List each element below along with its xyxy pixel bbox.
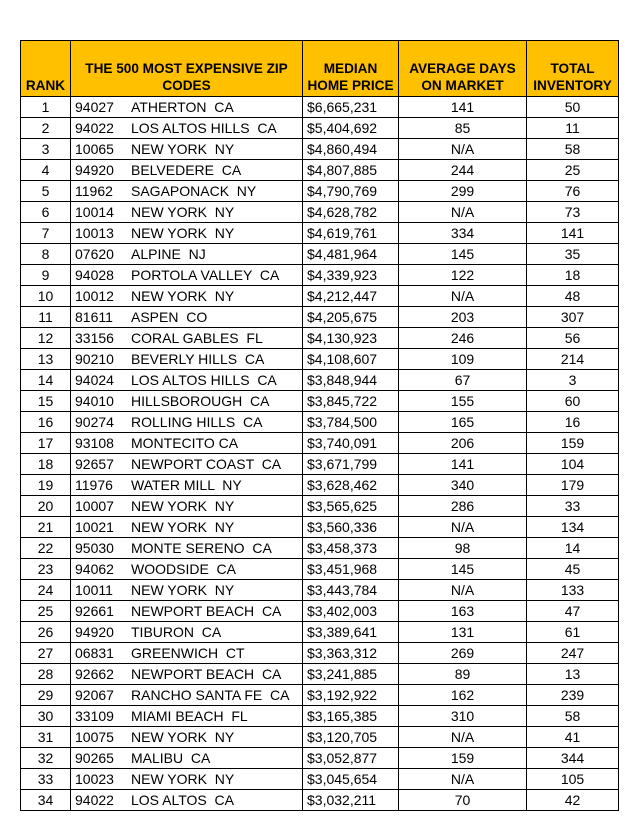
zip-code-cell: [71, 244, 303, 265]
place-name: MONTECITO CA: [131, 435, 239, 451]
zip-number: 92662: [75, 666, 114, 682]
rank-cell: 10: [21, 286, 71, 307]
days-on-market-cell: 299: [399, 181, 527, 202]
header-zip-codes: THE 500 MOST EXPENSIVE ZIP CODES: [71, 41, 303, 97]
place-name: ATHERTON CA: [131, 99, 234, 115]
place-name: NEW YORK NY: [131, 204, 235, 220]
rank-cell: 14: [21, 370, 71, 391]
rank-cell: 33: [21, 769, 71, 790]
table-row: [21, 622, 619, 643]
median-price-cell: $3,565,625: [303, 496, 399, 517]
rank-cell: 9: [21, 265, 71, 286]
table-row: [21, 580, 619, 601]
place-name: NEW YORK NY: [131, 519, 235, 535]
median-price-cell: $4,481,964: [303, 244, 399, 265]
inventory-cell: 134: [527, 517, 619, 538]
rank-cell: 5: [21, 181, 71, 202]
rank-cell: 32: [21, 748, 71, 769]
place-name: TIBURON CA: [131, 624, 222, 640]
table-row: [21, 601, 619, 622]
zip-number: 90210: [75, 351, 114, 367]
place-name: BELVEDERE CA: [131, 162, 242, 178]
inventory-cell: 60: [527, 391, 619, 412]
header-total-inventory: TOTAL INVENTORY: [527, 41, 619, 97]
rank-cell: 20: [21, 496, 71, 517]
zip-code-cell: [71, 349, 303, 370]
rank-cell: 29: [21, 685, 71, 706]
zip-code-cell: [71, 559, 303, 580]
zip-code-cell: [71, 265, 303, 286]
inventory-cell: 76: [527, 181, 619, 202]
rank-cell: 15: [21, 391, 71, 412]
zip-code-cell: [71, 664, 303, 685]
place-name: NEW YORK NY: [131, 225, 235, 241]
days-on-market-cell: 145: [399, 559, 527, 580]
zip-code-cell: [71, 685, 303, 706]
zip-code-cell: [71, 118, 303, 139]
place-name: LOS ALTOS CA: [131, 792, 234, 808]
zip-number: 90274: [75, 414, 114, 430]
median-price-cell: $3,192,922: [303, 685, 399, 706]
inventory-cell: 45: [527, 559, 619, 580]
inventory-cell: 105: [527, 769, 619, 790]
rank-cell: 6: [21, 202, 71, 223]
table-row: [21, 433, 619, 454]
place-name: BEVERLY HILLS CA: [131, 351, 265, 367]
zip-code-cell: [71, 160, 303, 181]
zip-number: 10011: [75, 582, 113, 598]
inventory-cell: 159: [527, 433, 619, 454]
table-row: [21, 643, 619, 664]
zip-number: 94062: [75, 561, 114, 577]
table-row: [21, 349, 619, 370]
median-price-cell: $3,032,211: [303, 790, 399, 811]
rank-cell: 28: [21, 664, 71, 685]
table-row: [21, 706, 619, 727]
median-price-cell: $3,241,885: [303, 664, 399, 685]
zip-number: 10075: [75, 729, 114, 745]
zip-code-cell: [71, 139, 303, 160]
table-row: [21, 181, 619, 202]
zip-number: 10023: [75, 771, 114, 787]
median-price-cell: $3,784,500: [303, 412, 399, 433]
inventory-cell: 239: [527, 685, 619, 706]
zip-code-cell: [71, 727, 303, 748]
table-row: [21, 685, 619, 706]
place-name: NEW YORK NY: [131, 582, 235, 598]
zip-code-cell: [71, 496, 303, 517]
place-name: NEW YORK NY: [131, 498, 235, 514]
rank-cell: 30: [21, 706, 71, 727]
days-on-market-cell: 269: [399, 643, 527, 664]
table-row: [21, 412, 619, 433]
median-price-cell: $3,451,968: [303, 559, 399, 580]
place-name: NEWPORT COAST CA: [131, 456, 282, 472]
zip-code-cell: [71, 643, 303, 664]
table-row: [21, 475, 619, 496]
median-price-cell: $4,108,607: [303, 349, 399, 370]
zip-code-cell: [71, 370, 303, 391]
table-row: [21, 328, 619, 349]
inventory-cell: 104: [527, 454, 619, 475]
zip-code-cell: [71, 517, 303, 538]
median-price-cell: $3,740,091: [303, 433, 399, 454]
median-price-cell: $3,845,722: [303, 391, 399, 412]
place-name: LOS ALTOS HILLS CA: [131, 372, 277, 388]
table-row: [21, 391, 619, 412]
days-on-market-cell: 67: [399, 370, 527, 391]
zip-number: 90265: [75, 750, 114, 766]
rank-cell: 34: [21, 790, 71, 811]
place-name: NEW YORK NY: [131, 729, 235, 745]
days-on-market-cell: 122: [399, 265, 527, 286]
header-median-home-price: MEDIAN HOME PRICE: [303, 41, 399, 97]
days-on-market-cell: 162: [399, 685, 527, 706]
zip-number: 81611: [75, 309, 113, 325]
rank-cell: 21: [21, 517, 71, 538]
rank-cell: 31: [21, 727, 71, 748]
rank-cell: 7: [21, 223, 71, 244]
table-row: [21, 538, 619, 559]
zip-code-cell: [71, 790, 303, 811]
zip-number: 92067: [75, 687, 114, 703]
days-on-market-cell: 85: [399, 118, 527, 139]
zip-code-cell: [71, 223, 303, 244]
inventory-cell: 25: [527, 160, 619, 181]
table-row: [21, 454, 619, 475]
median-price-cell: $4,790,769: [303, 181, 399, 202]
zip-code-cell: [71, 433, 303, 454]
days-on-market-cell: 246: [399, 328, 527, 349]
table-row: [21, 496, 619, 517]
inventory-cell: 41: [527, 727, 619, 748]
inventory-cell: 61: [527, 622, 619, 643]
table-row: [21, 748, 619, 769]
days-on-market-cell: 145: [399, 244, 527, 265]
place-name: ROLLING HILLS CA: [131, 414, 263, 430]
inventory-cell: 179: [527, 475, 619, 496]
rank-cell: 2: [21, 118, 71, 139]
inventory-cell: 35: [527, 244, 619, 265]
zip-number: 94022: [75, 792, 114, 808]
median-price-cell: $4,628,782: [303, 202, 399, 223]
inventory-cell: 48: [527, 286, 619, 307]
days-on-market-cell: N/A: [399, 202, 527, 223]
days-on-market-cell: N/A: [399, 139, 527, 160]
zip-code-cell: [71, 391, 303, 412]
rank-cell: 11: [21, 307, 71, 328]
inventory-cell: 3: [527, 370, 619, 391]
rank-cell: 22: [21, 538, 71, 559]
days-on-market-cell: 89: [399, 664, 527, 685]
place-name: NEW YORK NY: [131, 288, 235, 304]
zip-code-cell: [71, 97, 303, 118]
table-row: [21, 559, 619, 580]
place-name: MONTE SERENO CA: [131, 540, 272, 556]
zip-code-cell: [71, 328, 303, 349]
rank-cell: 27: [21, 643, 71, 664]
zip-number: 92657: [75, 456, 114, 472]
days-on-market-cell: 340: [399, 475, 527, 496]
place-name: ALPINE NJ: [131, 246, 206, 262]
table-row: [21, 118, 619, 139]
inventory-cell: 18: [527, 265, 619, 286]
place-name: NEW YORK NY: [131, 141, 235, 157]
inventory-cell: 141: [527, 223, 619, 244]
zip-number: 95030: [75, 540, 114, 556]
inventory-cell: 247: [527, 643, 619, 664]
rank-cell: 8: [21, 244, 71, 265]
zip-number: 94024: [75, 372, 114, 388]
zip-number: 33109: [75, 708, 114, 724]
table-row: [21, 517, 619, 538]
median-price-cell: $4,860,494: [303, 139, 399, 160]
zip-number: 94027: [75, 99, 114, 115]
zip-code-cell: [71, 454, 303, 475]
days-on-market-cell: 206: [399, 433, 527, 454]
days-on-market-cell: 165: [399, 412, 527, 433]
place-name: LOS ALTOS HILLS CA: [131, 120, 277, 136]
days-on-market-cell: 70: [399, 790, 527, 811]
median-price-cell: $6,665,231: [303, 97, 399, 118]
inventory-cell: 47: [527, 601, 619, 622]
table-row: [21, 139, 619, 160]
zip-code-cell: [71, 202, 303, 223]
median-price-cell: $3,402,003: [303, 601, 399, 622]
days-on-market-cell: 141: [399, 97, 527, 118]
table-row: [21, 370, 619, 391]
rank-cell: 3: [21, 139, 71, 160]
zip-number: 93108: [75, 435, 114, 451]
days-on-market-cell: 109: [399, 349, 527, 370]
place-name: PORTOLA VALLEY CA: [131, 267, 280, 283]
place-name: MALIBU CA: [131, 750, 211, 766]
days-on-market-cell: 98: [399, 538, 527, 559]
median-price-cell: $4,130,923: [303, 328, 399, 349]
inventory-cell: 56: [527, 328, 619, 349]
table-row: [21, 202, 619, 223]
zip-codes-table: [20, 40, 619, 811]
place-name: WATER MILL NY: [131, 477, 242, 493]
days-on-market-cell: 203: [399, 307, 527, 328]
median-price-cell: $3,052,877: [303, 748, 399, 769]
days-on-market-cell: N/A: [399, 580, 527, 601]
place-name: ASPEN CO: [131, 309, 208, 325]
inventory-cell: 133: [527, 580, 619, 601]
zip-number: 94028: [75, 267, 114, 283]
place-name: MIAMI BEACH FL: [131, 708, 248, 724]
median-price-cell: $3,443,784: [303, 580, 399, 601]
rank-cell: 13: [21, 349, 71, 370]
inventory-cell: 73: [527, 202, 619, 223]
rank-cell: 24: [21, 580, 71, 601]
inventory-cell: 13: [527, 664, 619, 685]
inventory-cell: 58: [527, 706, 619, 727]
zip-number: 11962: [75, 183, 113, 199]
inventory-cell: 58: [527, 139, 619, 160]
days-on-market-cell: N/A: [399, 727, 527, 748]
table-row: [21, 97, 619, 118]
median-price-cell: $4,807,885: [303, 160, 399, 181]
place-name: WOODSIDE CA: [131, 561, 237, 577]
table-row: [21, 790, 619, 811]
inventory-cell: 14: [527, 538, 619, 559]
inventory-cell: 214: [527, 349, 619, 370]
place-name: GREENWICH CT: [131, 645, 245, 661]
median-price-cell: $3,165,385: [303, 706, 399, 727]
table-row: [21, 286, 619, 307]
zip-number: 10012: [75, 288, 114, 304]
inventory-cell: 11: [527, 118, 619, 139]
days-on-market-cell: N/A: [399, 769, 527, 790]
median-price-cell: $3,389,641: [303, 622, 399, 643]
rank-cell: 16: [21, 412, 71, 433]
table-row: [21, 244, 619, 265]
zip-number: 11976: [75, 477, 113, 493]
place-name: NEW YORK NY: [131, 771, 235, 787]
table-row: [21, 307, 619, 328]
days-on-market-cell: 141: [399, 454, 527, 475]
zip-number: 94022: [75, 120, 114, 136]
median-price-cell: $3,628,462: [303, 475, 399, 496]
inventory-cell: 50: [527, 97, 619, 118]
zip-number: 10013: [75, 225, 114, 241]
header-average-days-on-market: AVERAGE DAYS ON MARKET: [399, 41, 527, 97]
place-name: RANCHO SANTA FE CA: [131, 687, 290, 703]
median-price-cell: $3,045,654: [303, 769, 399, 790]
median-price-cell: $4,205,675: [303, 307, 399, 328]
zip-code-cell: [71, 769, 303, 790]
median-price-cell: $3,458,373: [303, 538, 399, 559]
zip-number: 92661: [75, 603, 114, 619]
median-price-cell: $3,363,312: [303, 643, 399, 664]
median-price-cell: $3,848,944: [303, 370, 399, 391]
inventory-cell: 344: [527, 748, 619, 769]
zip-number: 94920: [75, 162, 114, 178]
zip-code-cell: [71, 286, 303, 307]
median-price-cell: $3,560,336: [303, 517, 399, 538]
rank-cell: 4: [21, 160, 71, 181]
days-on-market-cell: 159: [399, 748, 527, 769]
days-on-market-cell: 131: [399, 622, 527, 643]
zip-number: 10014: [75, 204, 114, 220]
zip-code-cell: [71, 181, 303, 202]
table-row: [21, 727, 619, 748]
inventory-cell: 33: [527, 496, 619, 517]
zip-code-cell: [71, 580, 303, 601]
zip-number: 06831: [75, 645, 114, 661]
zip-number: 07620: [75, 246, 114, 262]
median-price-cell: $4,212,447: [303, 286, 399, 307]
zip-number: 10065: [75, 141, 114, 157]
place-name: HILLSBOROUGH CA: [131, 393, 270, 409]
table-row: [21, 769, 619, 790]
days-on-market-cell: 155: [399, 391, 527, 412]
rank-cell: 23: [21, 559, 71, 580]
rank-cell: 25: [21, 601, 71, 622]
zip-code-cell: [71, 706, 303, 727]
median-price-cell: $4,619,761: [303, 223, 399, 244]
days-on-market-cell: 334: [399, 223, 527, 244]
place-name: CORAL GABLES FL: [131, 330, 263, 346]
rank-cell: 26: [21, 622, 71, 643]
zip-number: 94010: [75, 393, 114, 409]
zip-code-cell: [71, 307, 303, 328]
zip-code-cell: [71, 412, 303, 433]
days-on-market-cell: N/A: [399, 286, 527, 307]
zip-code-cell: [71, 538, 303, 559]
days-on-market-cell: 286: [399, 496, 527, 517]
zip-number: 10021: [75, 519, 114, 535]
zip-code-cell: [71, 475, 303, 496]
table-body: [21, 97, 619, 811]
table-row: [21, 664, 619, 685]
rank-cell: 17: [21, 433, 71, 454]
rank-cell: 12: [21, 328, 71, 349]
inventory-cell: 307: [527, 307, 619, 328]
rank-cell: 1: [21, 97, 71, 118]
zip-code-cell: [71, 601, 303, 622]
days-on-market-cell: 310: [399, 706, 527, 727]
median-price-cell: $4,339,923: [303, 265, 399, 286]
median-price-cell: $3,120,705: [303, 727, 399, 748]
place-name: NEWPORT BEACH CA: [131, 666, 282, 682]
rank-cell: 19: [21, 475, 71, 496]
days-on-market-cell: N/A: [399, 517, 527, 538]
zip-code-cell: [71, 748, 303, 769]
header-row: [21, 41, 619, 97]
median-price-cell: $3,671,799: [303, 454, 399, 475]
header-rank: RANK: [21, 41, 71, 97]
rank-cell: 18: [21, 454, 71, 475]
days-on-market-cell: 244: [399, 160, 527, 181]
median-price-cell: $5,404,692: [303, 118, 399, 139]
zip-number: 33156: [75, 330, 114, 346]
place-name: SAGAPONACK NY: [131, 183, 257, 199]
days-on-market-cell: 163: [399, 601, 527, 622]
table-row: [21, 265, 619, 286]
inventory-cell: 42: [527, 790, 619, 811]
table-row: [21, 160, 619, 181]
table-row: [21, 223, 619, 244]
place-name: NEWPORT BEACH CA: [131, 603, 282, 619]
zip-number: 10007: [75, 498, 114, 514]
zip-number: 94920: [75, 624, 114, 640]
inventory-cell: 16: [527, 412, 619, 433]
zip-code-cell: [71, 622, 303, 643]
